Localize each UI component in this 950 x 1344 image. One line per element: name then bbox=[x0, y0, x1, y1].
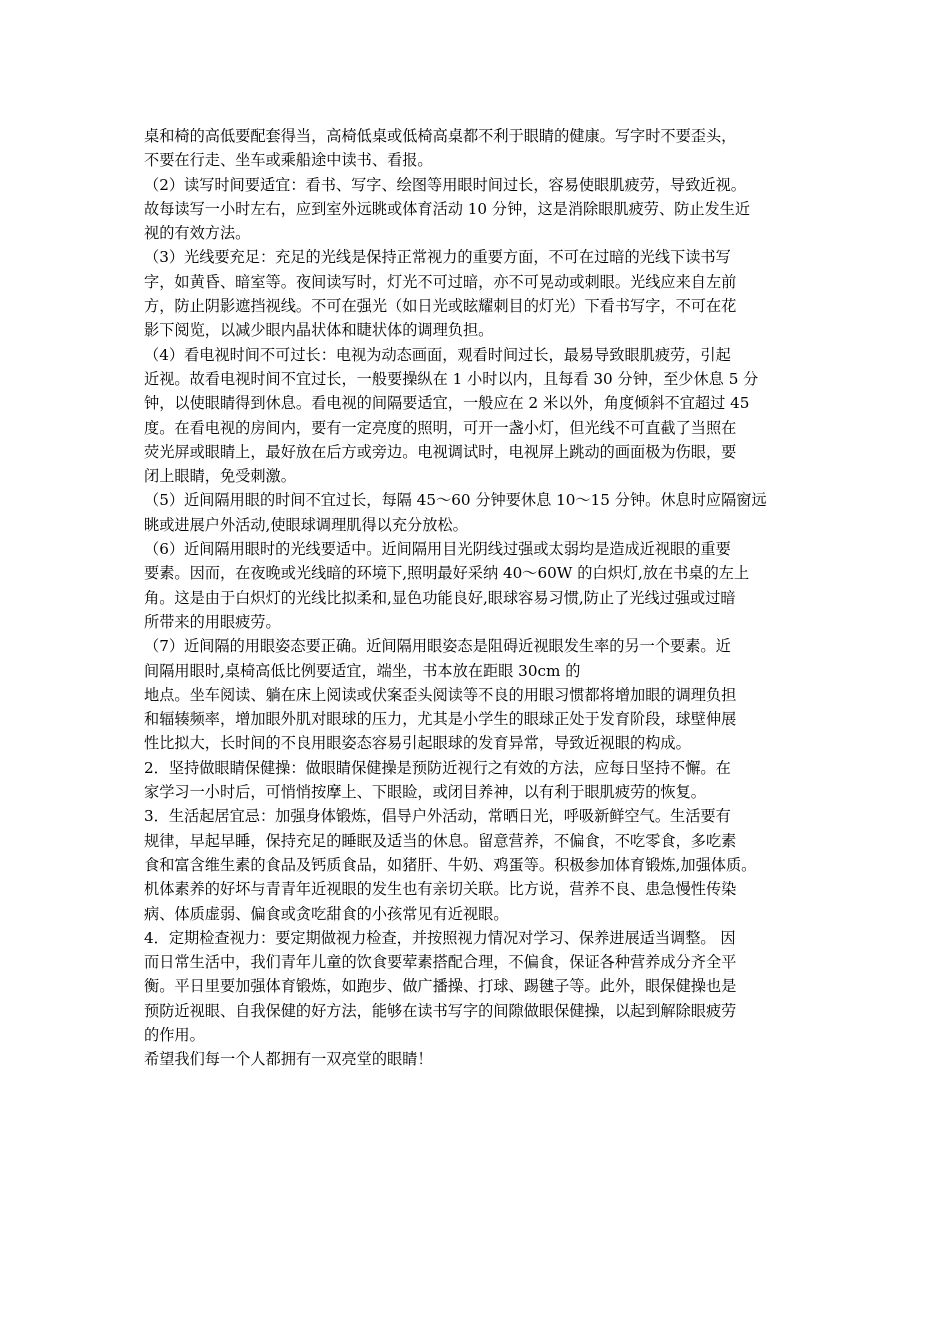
text-line: 衡。平日里要加强体育锻炼，如跑步、做广播操、打球、踢毽子等。此外，眼保健操也是 bbox=[144, 977, 737, 996]
text-line: 病、体质虚弱、偏食或贪吃甜食的小孩常见有近视眼。 bbox=[144, 904, 509, 923]
text-line: 3．生活起居宜忌：加强身体锻炼，倡导户外活动，常晒日光，呼吸新鲜空气。生活要有 bbox=[144, 807, 731, 826]
text-line: 钟，以使眼睛得到休息。看电视的间隔要适宜，一般应在 2 米以外，角度倾斜不宜超过 45 bbox=[144, 394, 750, 413]
text-line: 字，如黄昏、暗室等。夜间读写时，灯光不可过暗，亦不可晃动或刺眼。光线应来自左前 bbox=[144, 272, 737, 291]
text-line: 度。在看电视的房间内，要有一定亮度的照明，可开一盏小灯，但光线不可直截了当照在 bbox=[144, 418, 737, 437]
text-line: 荧光屏或眼睛上，最好放在后方或旁边。电视调试时，电视屏上跳动的画面极为伤眼，要 bbox=[144, 442, 737, 461]
text-line: （2）读写时间要适宜：看书、写字、绘图等用眼时间过长，容易使眼肌疲劳，导致近视。 bbox=[144, 175, 746, 194]
text-line: 闭上眼睛，免受刺激。 bbox=[144, 467, 296, 486]
text-line: 方，防止阴影遮挡视线。不可在强光（如日光或眩耀刺目的灯光）下看书写字，不可在花 bbox=[144, 297, 737, 316]
text-line: 食和富含维生素的食品及钙质食品，如猪肝、牛奶、鸡蛋等。积极参加体育锻炼,加强体质。 bbox=[144, 855, 757, 874]
text-line: 间隔用眼时,桌椅高低比例要适宜，端坐，书本放在距眼 30cm 的 bbox=[144, 661, 581, 680]
text-line: 视的有效方法。 bbox=[144, 224, 251, 243]
text-line: 机体素养的好坏与青青年近视眼的发生也有亲切关联。比方说，营养不良、患急慢性传染 bbox=[144, 880, 737, 899]
text-line: 家学习一小时后，可悄悄按摩上、下眼睑，或闭目养神，以有利于眼肌疲劳的恢复。 bbox=[144, 783, 706, 802]
text-line: 规律，早起早睡，保持充足的睡眠及适当的休息。留意营养，不偏食，不吃零食，多吃素 bbox=[144, 831, 737, 850]
text-line: 要素。因而，在夜晚或光线暗的环境下,照明最好采纳 40～60W 的白炽灯,放在书桌的左上 bbox=[144, 564, 750, 583]
text-line: 和辐辏频率，增加眼外肌对眼球的压力，尤其是小学生的眼球正处于发育阶段，球壁伸展 bbox=[144, 710, 737, 729]
closing-line: 希望我们每一个人都拥有一双亮堂的眼睛！ bbox=[144, 1050, 433, 1069]
text-line: 近视。故看电视时间不宜过长，一般要操纵在 1 小时以内，且每看 30 分钟，至少休息 5 分 bbox=[144, 369, 759, 388]
text-line: 桌和椅的高低要配套得当，高椅低桌或低椅高桌都不利于眼睛的健康。写字时不要歪头， bbox=[144, 127, 737, 145]
text-line: 2．坚持做眼睛保健操：做眼睛保健操是预防近视行之有效的方法，应每日坚持不懈。在 bbox=[144, 758, 731, 777]
text-line: 影下阅览，以减少眼内晶状体和睫状体的调理负担。 bbox=[144, 321, 494, 340]
text-line: （3）光线要充足：充足的光线是保持正常视力的重要方面，不可在过暗的光线下读书写 bbox=[144, 248, 731, 267]
text-line: 不要在行走、坐车或乘船途中读书、看报。 bbox=[144, 151, 433, 170]
text-line: 地点。坐车阅读、躺在床上阅读或伏案歪头阅读等不良的用眼习惯都将增加眼的调理负担 bbox=[144, 685, 737, 704]
text-line: 眺或进展户外活动,使眼球调理肌得以充分放松。 bbox=[144, 515, 468, 534]
text-line: 预防近视眼、自我保健的好方法，能够在读书写字的间隙做眼保健操，以起到解除眼疲劳 bbox=[144, 1001, 737, 1020]
text-line: 而日常生活中，我们青年儿童的饮食要荤素搭配合理，不偏食，保证各种营养成分齐全平 bbox=[144, 953, 737, 972]
text-line: 所带来的用眼疲劳。 bbox=[144, 612, 281, 631]
text-line: 角。这是由于白炽灯的光线比拟柔和,显色功能良好,眼球容易习惯,防止了光线过强或过暗 bbox=[144, 588, 736, 607]
text-line: 性比拟大，长时间的不良用眼姿态容易引起眼球的发育异常，导致近视眼的构成。 bbox=[144, 734, 691, 753]
text-line: （5）近间隔用眼的时间不宜过长，每隔 45～60 分钟要休息 10～15 分钟。休息时应隔窗远 bbox=[144, 491, 767, 510]
text-line: 的作用。 bbox=[144, 1025, 205, 1044]
text-line: 故每读写一小时左右，应到室外远眺或体育活动 10 分钟，这是消除眼肌疲劳、防止发生近 bbox=[144, 199, 751, 218]
text-line: （6）近间隔用眼时的光线要适中。近间隔用目光阴线过强或太弱均是造成近视眼的重要 bbox=[144, 540, 731, 559]
text-line: 4．定期检查视力：要定期做视力检查，并按照视力情况对学习、保养进展适当调整。 因 bbox=[144, 928, 736, 947]
text-line: （4）看电视时间不可过长：电视为动态画面，观看时间过长，最易导致眼肌疲劳，引起 bbox=[144, 345, 731, 364]
document-body bbox=[144, 124, 810, 1072]
text-line: （7）近间隔的用眼姿态要正确。近间隔用眼姿态是阻碍近视眼发生率的另一个要素。近 bbox=[144, 637, 731, 656]
